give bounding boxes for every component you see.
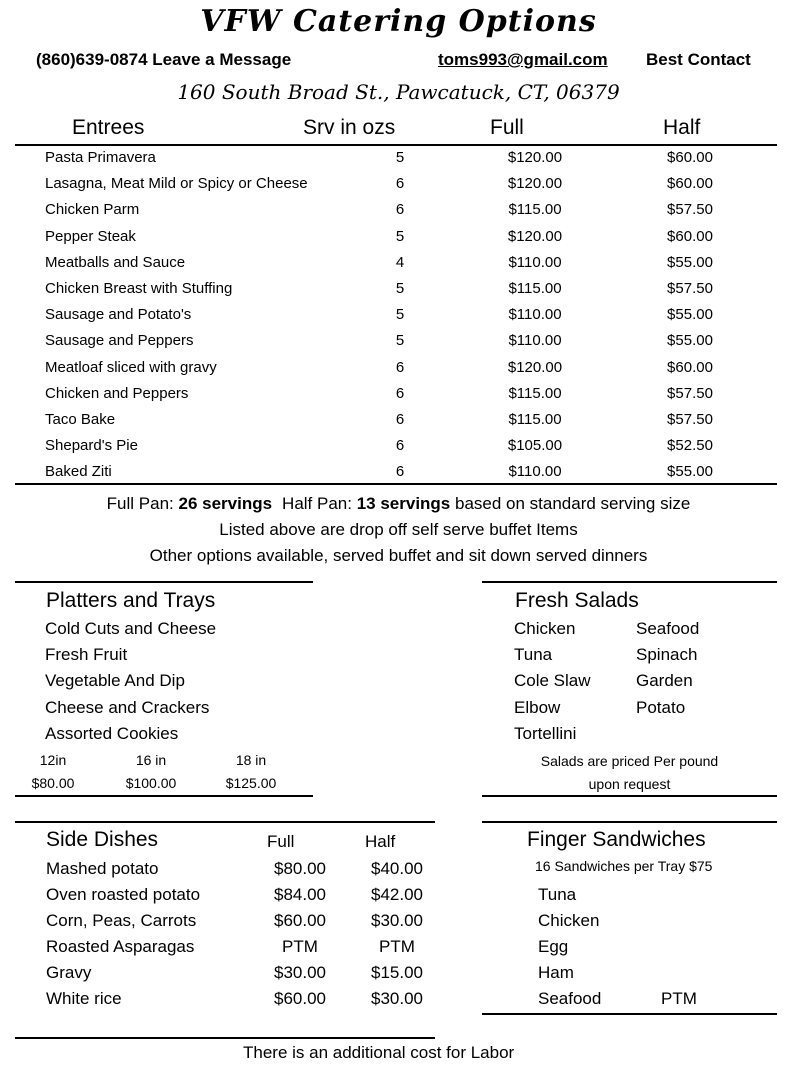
list-item: Chicken <box>514 619 576 638</box>
entree-serving-oz: 6 <box>395 384 405 402</box>
full-header: Full <box>490 116 524 139</box>
entree-half-price: $55.00 <box>667 253 713 271</box>
half-pan-label: Half Pan: <box>282 494 357 513</box>
list-item: Ham <box>538 963 574 982</box>
entree-half-price: $57.50 <box>667 411 713 428</box>
entree-full-price: $110.00 <box>508 332 562 350</box>
entree-name: Sausage and Peppers <box>45 332 194 350</box>
salads-price-note: Salads are priced Per pound <box>540 753 719 769</box>
entree-name: Lasagna, Meat Mild or Spicy or Cheese <box>45 175 308 193</box>
table-row <box>0 359 797 385</box>
side-dish-full-price: $30.00 <box>274 963 326 982</box>
entree-serving-oz: 6 <box>395 411 405 428</box>
side-dish-name: Oven roasted potato <box>46 885 201 904</box>
platter-size: 18 in <box>235 752 267 768</box>
entree-full-price: $115.00 <box>508 280 562 297</box>
list-item: Seafood <box>538 989 602 1008</box>
phone-number: (860)639-0874 Leave a Message <box>36 50 292 69</box>
list-item: Tortellini <box>514 723 577 743</box>
side-dish-name: Gravy <box>46 963 92 982</box>
side-dish-name: Roasted Asparagas <box>46 937 195 956</box>
entree-serving-oz: 6 <box>395 201 405 219</box>
servings-note <box>0 494 797 514</box>
other-options-note: Other options available, served buffet and sit down served dinners <box>149 546 648 565</box>
entree-half-price: $55.00 <box>667 306 713 324</box>
divider <box>15 581 313 583</box>
divider <box>482 821 777 823</box>
platter-size: 12in <box>39 752 67 768</box>
side-dish-half-price: $15.00 <box>371 963 423 982</box>
entree-serving-oz: 6 <box>395 358 405 376</box>
platter-price: $80.00 <box>31 775 75 791</box>
list-item: Assorted Cookies <box>45 723 179 743</box>
entree-half-price: $57.50 <box>667 384 713 402</box>
entree-name: Chicken and Peppers <box>45 384 189 402</box>
entree-half-price: $57.50 <box>667 201 713 219</box>
side-dish-full-price: $60.00 <box>274 911 326 930</box>
dropoff-note: Listed above are drop off self serve buffet Items <box>219 520 578 539</box>
side-dish-name: White rice <box>46 989 122 1008</box>
email-link[interactable]: toms993@gmail.com <box>438 50 608 69</box>
divider <box>15 1037 435 1039</box>
list-item: Cole Slaw <box>514 671 591 691</box>
entree-half-price: $55.00 <box>667 463 713 481</box>
entree-serving-oz: 5 <box>395 332 405 350</box>
entree-full-price: $120.00 <box>507 175 563 193</box>
entree-full-price: $110.00 <box>508 253 562 271</box>
list-item: Elbow <box>514 697 561 717</box>
best-contact-label: Best Contact <box>646 50 751 69</box>
platter-size: 16 in <box>135 752 167 768</box>
side-dish-full-price: $84.00 <box>274 885 326 904</box>
entree-name: Chicken Parm <box>45 201 140 219</box>
list-item: Potato <box>636 697 686 717</box>
entree-name: Pepper Steak <box>45 227 136 245</box>
table-row <box>0 306 797 332</box>
divider <box>15 483 777 485</box>
seafood-sandwich-price: PTM <box>661 989 697 1008</box>
list-item: Vegetable And Dip <box>45 671 185 691</box>
entree-full-price: $110.00 <box>508 463 562 481</box>
list-item: Egg <box>538 937 569 956</box>
divider <box>15 795 313 797</box>
sides-title: Side Dishes <box>46 828 159 851</box>
entree-half-price: $60.00 <box>667 175 713 193</box>
divider <box>482 795 777 797</box>
entree-full-price: $120.00 <box>507 358 563 376</box>
table-row <box>0 385 797 411</box>
list-item: Tuna <box>514 645 553 665</box>
table-row <box>0 437 797 463</box>
table-row <box>0 149 797 175</box>
serving-suffix: based on standard serving size <box>450 494 691 513</box>
table-row <box>0 280 797 306</box>
table-row <box>0 175 797 201</box>
sandwiches-subtitle: 16 Sandwiches per Tray $75 <box>535 858 713 874</box>
sides-half-header: Half <box>365 832 396 851</box>
entree-name: Pasta Primavera <box>45 149 156 166</box>
divider <box>15 821 435 823</box>
table-row <box>0 411 797 437</box>
entree-serving-oz: 5 <box>395 306 405 324</box>
list-item: Cold Cuts and Cheese <box>45 619 217 638</box>
entree-serving-oz: 5 <box>395 227 405 245</box>
entree-serving-oz: 5 <box>395 280 405 297</box>
entree-full-price: $120.00 <box>507 149 563 166</box>
divider <box>482 581 777 583</box>
side-dish-half-price: $40.00 <box>371 859 423 878</box>
entree-half-price: $55.00 <box>667 332 713 350</box>
labor-note: There is an additional cost for Labor <box>243 1043 515 1062</box>
side-dish-half-price: $30.00 <box>371 989 423 1008</box>
list-item: Seafood <box>636 619 700 638</box>
platters-title: Platters and Trays <box>46 589 216 612</box>
full-pan-servings: 26 servings <box>178 494 273 513</box>
entree-half-price: $60.00 <box>667 227 713 245</box>
entree-serving-oz: 4 <box>395 253 405 271</box>
list-item: Cheese and Crackers <box>45 697 210 717</box>
entree-full-price: $115.00 <box>508 201 562 219</box>
entree-serving-oz: 6 <box>395 463 405 481</box>
entree-serving-oz: 6 <box>395 437 405 455</box>
entree-name: Shepard's Pie <box>45 437 138 455</box>
entree-full-price: $105.00 <box>507 437 563 455</box>
half-header: Half <box>663 116 701 139</box>
entree-serving-oz: 5 <box>395 149 405 166</box>
entrees-header: Entrees <box>72 116 145 139</box>
side-dish-half-price: $42.00 <box>371 885 423 904</box>
list-item: Spinach <box>636 645 698 665</box>
list-item: Fresh Fruit <box>45 645 128 665</box>
entree-name: Baked Ziti <box>45 463 112 481</box>
entree-serving-oz: 6 <box>395 175 405 193</box>
serving-oz-header: Srv in ozs <box>303 116 396 139</box>
divider <box>482 1013 777 1015</box>
salads-title: Fresh Salads <box>515 589 639 612</box>
full-pan-label: Full Pan: <box>106 494 179 513</box>
entree-half-price: $52.50 <box>667 437 713 455</box>
entree-full-price: $115.00 <box>508 384 562 402</box>
side-dish-name: Corn, Peas, Carrots <box>46 911 197 930</box>
entree-name: Sausage and Potato's <box>45 306 192 324</box>
list-item: Garden <box>636 671 693 691</box>
salads-request-note: upon request <box>588 776 671 792</box>
entree-name: Taco Bake <box>45 411 116 428</box>
sandwiches-title: Finger Sandwiches <box>527 828 706 851</box>
entree-full-price: $120.00 <box>507 227 563 245</box>
platter-price: $125.00 <box>225 775 277 791</box>
entree-full-price: $110.00 <box>508 306 562 324</box>
page-title: VFW Catering Options <box>200 4 597 39</box>
side-dish-half-price: PTM <box>379 937 415 956</box>
side-dish-name: Mashed potato <box>46 859 159 878</box>
table-row <box>0 228 797 254</box>
entree-name: Meatloaf sliced with gravy <box>45 358 217 376</box>
entree-name: Chicken Breast with Stuffing <box>45 280 233 297</box>
entree-name: Meatballs and Sauce <box>45 253 186 271</box>
entree-half-price: $60.00 <box>667 149 713 166</box>
entree-half-price: $57.50 <box>667 280 713 297</box>
side-dish-full-price: $80.00 <box>274 859 326 878</box>
table-row <box>0 332 797 358</box>
table-row <box>0 463 797 489</box>
address: 160 South Broad St., Pawcatuck, CT, 06379 <box>177 80 620 104</box>
platter-price: $100.00 <box>125 775 177 791</box>
list-item: Chicken <box>538 911 600 930</box>
table-row <box>0 254 797 280</box>
half-pan-servings: 13 servings <box>356 494 451 513</box>
entree-half-price: $60.00 <box>667 358 713 376</box>
side-dish-half-price: $30.00 <box>371 911 423 930</box>
side-dish-full-price: $60.00 <box>274 989 326 1008</box>
divider <box>15 144 777 146</box>
table-row <box>0 201 797 227</box>
list-item: Tuna <box>538 885 577 904</box>
sides-full-header: Full <box>267 832 295 851</box>
side-dish-full-price: PTM <box>282 937 318 956</box>
entree-full-price: $115.00 <box>508 411 562 428</box>
